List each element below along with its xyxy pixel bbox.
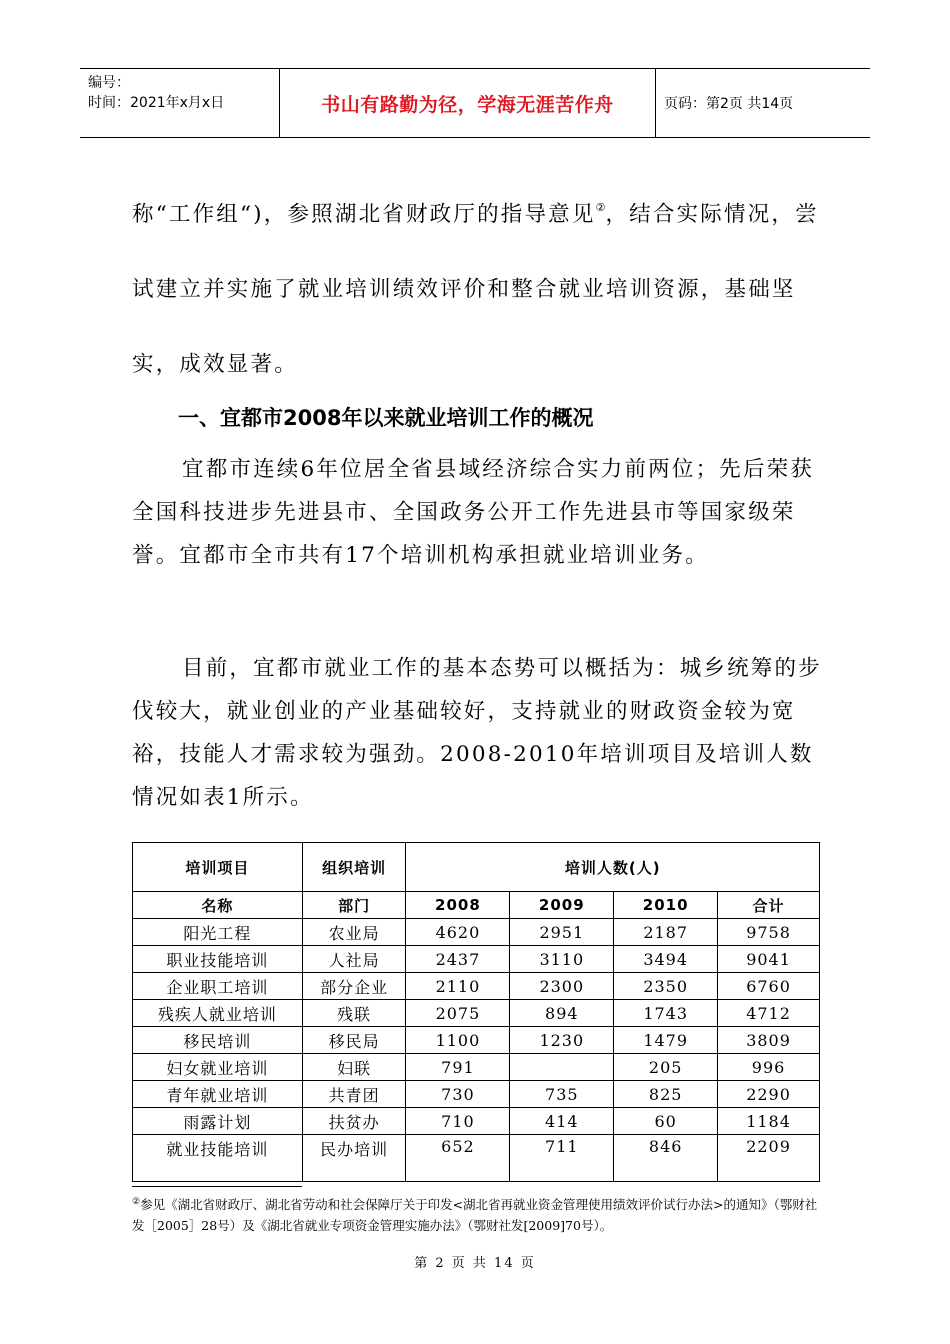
header-count: 培训人数(人) bbox=[406, 843, 820, 892]
table-cell: 民办培训 bbox=[302, 1135, 406, 1182]
table-cell bbox=[510, 1054, 614, 1081]
page-header bbox=[80, 68, 870, 138]
training-table bbox=[132, 842, 820, 1182]
table-cell: 4620 bbox=[406, 919, 510, 946]
time-label: 时间：2021年x月x日 bbox=[88, 95, 225, 111]
table-cell: 扶贫办 bbox=[302, 1108, 406, 1135]
table-cell: 791 bbox=[406, 1054, 510, 1081]
table-cell: 414 bbox=[510, 1108, 614, 1135]
table-cell: 710 bbox=[406, 1108, 510, 1135]
table-cell: 阳光工程 bbox=[133, 919, 303, 946]
table-cell: 1184 bbox=[718, 1108, 820, 1135]
table-cell: 846 bbox=[614, 1135, 718, 1182]
header-meta bbox=[80, 69, 280, 137]
subheader-year-2009: 2009 bbox=[510, 892, 614, 919]
footnote-text: 参见《湖北省财政厅、湖北省劳动和社会保障厅关于印发<湖北省再就业资金管理使用绩效评价试行办法>的通知》（鄂财社发［2005］28号）及《湖北省就业专项资金管理实施办法》（鄂财社发[2009]70号）。 bbox=[132, 1197, 818, 1233]
number-label: 编号： bbox=[88, 75, 130, 91]
page-footer: 第 2 页 共 14 页 bbox=[414, 1256, 536, 1271]
paragraph-intro-rest: 情况，尝试建立并实施了就业培训绩效评价和整合就业培训资源，基础坚实，成效显著。 bbox=[132, 202, 819, 377]
table-cell: 2209 bbox=[718, 1135, 820, 1182]
header-motto: 书山有路勤为径，学海无涯苦作舟 bbox=[280, 69, 656, 137]
table-cell: 825 bbox=[614, 1081, 718, 1108]
paragraph-overview: 宜都市连续6年位居全省县域经济综合实力前两位；先后荣获全国科技进步先进县市、全国政务公开工作先进县市等国家级荣誉。宜都市全市共有17个培训机构承担就业培训业务。 bbox=[132, 457, 815, 568]
table-cell: 996 bbox=[718, 1054, 820, 1081]
table-cell: 1100 bbox=[406, 1027, 510, 1054]
table-cell: 移民局 bbox=[302, 1027, 406, 1054]
table-row bbox=[133, 1135, 820, 1182]
table-cell: 6760 bbox=[718, 973, 820, 1000]
table-cell: 企业职工培训 bbox=[133, 973, 303, 1000]
table-cell: 2290 bbox=[718, 1081, 820, 1108]
header-page-info: 页码：第2页 共14页 bbox=[664, 96, 794, 112]
table-cell: 735 bbox=[510, 1081, 614, 1108]
table-cell: 4712 bbox=[718, 1000, 820, 1027]
table-row bbox=[133, 973, 820, 1000]
subheader-dept: 部门 bbox=[302, 892, 406, 919]
table-cell: 部分企业 bbox=[302, 973, 406, 1000]
table-cell: 60 bbox=[614, 1108, 718, 1135]
table-row bbox=[133, 1108, 820, 1135]
table-cell: 1230 bbox=[510, 1027, 614, 1054]
table-cell: 894 bbox=[510, 1000, 614, 1027]
table-cell: 711 bbox=[510, 1135, 614, 1182]
table-cell: 2350 bbox=[614, 973, 718, 1000]
table-cell: 205 bbox=[614, 1054, 718, 1081]
table-cell: 2075 bbox=[406, 1000, 510, 1027]
table-cell: 730 bbox=[406, 1081, 510, 1108]
footnote-rule bbox=[132, 1186, 302, 1187]
table-cell: 残联 bbox=[302, 1000, 406, 1027]
table-cell: 就业技能培训 bbox=[133, 1135, 303, 1182]
table-row bbox=[133, 1027, 820, 1054]
paragraph-intro-line1-end: ，结合实际 bbox=[605, 202, 724, 227]
table-cell: 2187 bbox=[614, 919, 718, 946]
table-row bbox=[133, 1054, 820, 1081]
table-cell: 652 bbox=[406, 1135, 510, 1182]
paragraph-intro-line1: 称“工作组“)，参照湖北省财政厅的指导意见 bbox=[132, 202, 596, 227]
table-cell: 妇联 bbox=[302, 1054, 406, 1081]
footnote-mark: ② bbox=[132, 1197, 141, 1207]
table-cell: 共青团 bbox=[302, 1081, 406, 1108]
subheader-year-2008: 2008 bbox=[406, 892, 510, 919]
subheader-year-2010: 2010 bbox=[614, 892, 718, 919]
table-cell: 3110 bbox=[510, 946, 614, 973]
table-cell: 1743 bbox=[614, 1000, 718, 1027]
header-project: 培训项目 bbox=[133, 843, 303, 892]
table-cell: 妇女就业培训 bbox=[133, 1054, 303, 1081]
footnote bbox=[132, 1192, 822, 1236]
section-heading: 一、宜都市2008年以来就业培训工作的概况 bbox=[178, 406, 594, 430]
table-subheader-row bbox=[133, 892, 820, 919]
table-cell: 农业局 bbox=[302, 919, 406, 946]
table-cell: 2110 bbox=[406, 973, 510, 1000]
header-org: 组织培训 bbox=[302, 843, 406, 892]
table-cell: 3809 bbox=[718, 1027, 820, 1054]
table-row bbox=[133, 946, 820, 973]
table-row bbox=[133, 1081, 820, 1108]
table-row bbox=[133, 919, 820, 946]
table-cell: 2437 bbox=[406, 946, 510, 973]
table-cell: 3494 bbox=[614, 946, 718, 973]
table-cell: 移民培训 bbox=[133, 1027, 303, 1054]
footnote-reference[interactable]: ② bbox=[595, 201, 606, 214]
subheader-total: 合计 bbox=[718, 892, 820, 919]
table-cell: 2951 bbox=[510, 919, 614, 946]
subheader-name: 名称 bbox=[133, 892, 303, 919]
table-cell: 1479 bbox=[614, 1027, 718, 1054]
table-cell: 9758 bbox=[718, 919, 820, 946]
paragraph-situation: 目前，宜都市就业工作的基本态势可以概括为：城乡统筹的步伐较大，就业创业的产业基础较好，支持就业的财政资金较为宽裕，技能人才需求较为强劲。2008-2010年培训项目及培训人数情况如表1所示。 bbox=[132, 656, 822, 810]
table-cell: 青年就业培训 bbox=[133, 1081, 303, 1108]
table-body bbox=[133, 919, 820, 1182]
table-cell: 残疾人就业培训 bbox=[133, 1000, 303, 1027]
paragraph-intro bbox=[132, 170, 822, 402]
table-cell: 9041 bbox=[718, 946, 820, 973]
table-cell: 2300 bbox=[510, 973, 614, 1000]
table-cell: 人社局 bbox=[302, 946, 406, 973]
table-cell: 雨露计划 bbox=[133, 1108, 303, 1135]
table-header-row bbox=[133, 843, 820, 892]
table-cell: 职业技能培训 bbox=[133, 946, 303, 973]
table-row bbox=[133, 1000, 820, 1027]
